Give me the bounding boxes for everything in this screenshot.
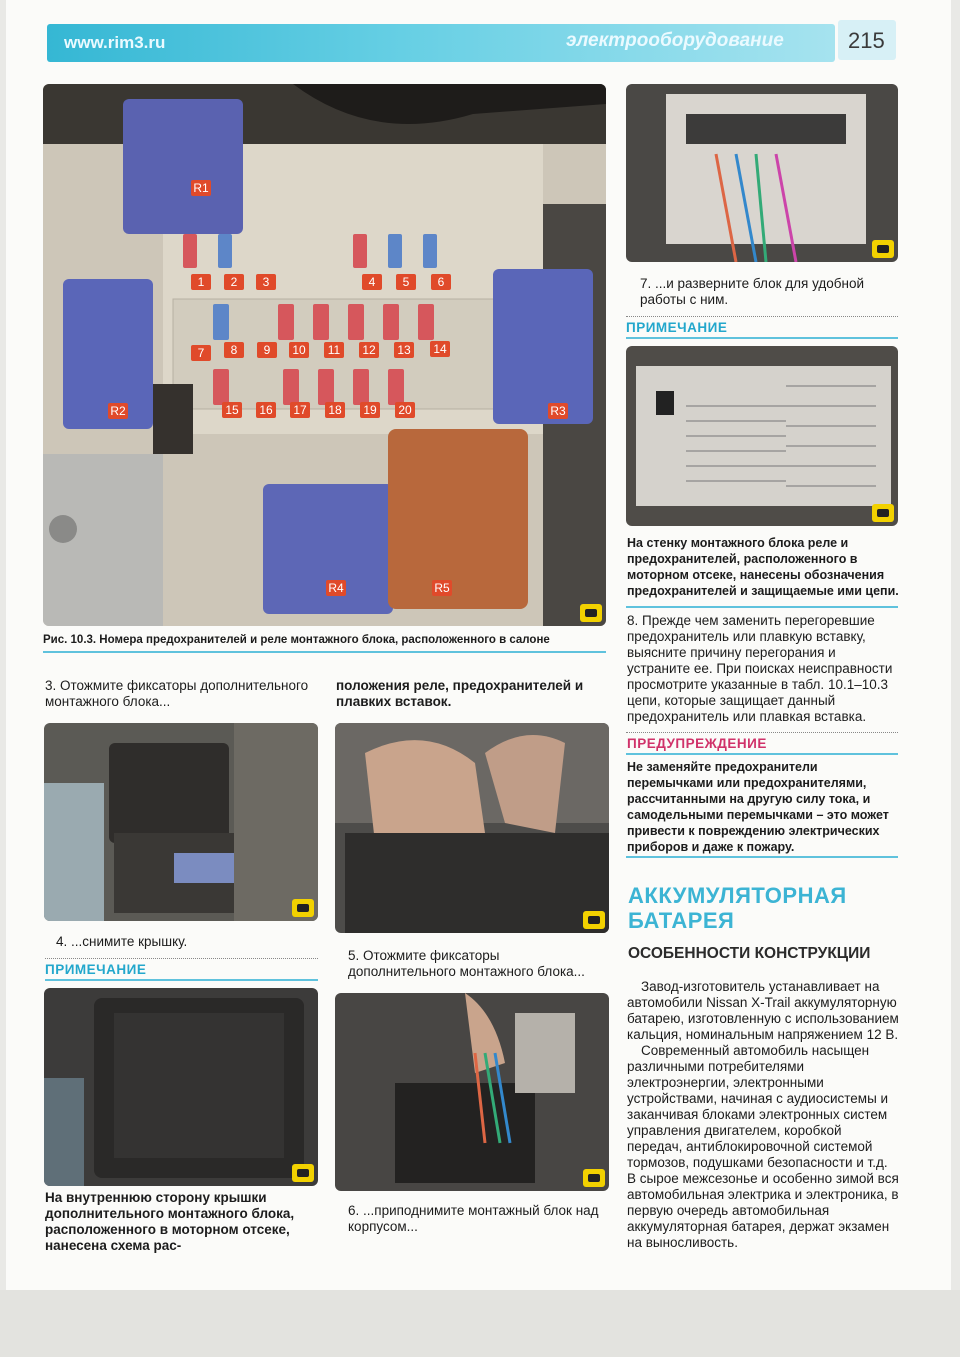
step-6-photo: [335, 993, 609, 1191]
relay-label: R3: [548, 403, 568, 419]
fuse-label: 15: [222, 402, 242, 418]
warning-text: Не заменяйте предохранители перемычками или предохранителями, рассчитанными на другую силу тока, и самодельными перемычками – это может привести к повреждению электрических приборов и даже к пожару.: [627, 760, 889, 854]
warning-label: ПРЕДУПРЕЖДЕНИЕ: [627, 736, 767, 751]
fuse-label: 4: [362, 274, 382, 290]
relay-label: R4: [326, 580, 346, 596]
dotted-rule: [45, 958, 318, 959]
fuse-label: 20: [395, 402, 415, 418]
note-label: ПРИМЕЧАНИЕ: [45, 962, 147, 977]
fuse-label: 11: [324, 342, 344, 358]
camera-icon: [872, 240, 894, 258]
step-4-text: 4. ...снимите крышку.: [56, 934, 188, 949]
note-rule: [45, 979, 318, 981]
step-4-photo: [44, 723, 318, 921]
fuse-label-photo: [626, 346, 898, 526]
fuse-label: 18: [325, 402, 345, 418]
relay-label: R1: [191, 180, 211, 196]
paragraph-2: Современный автомобиль насыщен различными потребителями электроэнергии, электронными устройствами, начиная с аудиосистемы и заканчивая блоками электронных систем управления двигателем, коробкой передач, антиблокировочной системой тормозов, подушками безопасности и т.д. В сырое межсезонье и особенно зимой вся автомобильная электрика и электроника, в первую очередь автомобильная аккумуляторная батарея, держат экзамен на выносливость.: [627, 1043, 899, 1250]
camera-icon: [580, 604, 602, 622]
divider: [43, 651, 606, 653]
cover-scheme-photo: [44, 988, 318, 1186]
fuse-label: 5: [396, 274, 416, 290]
note-continuation: положения реле, предохранителей и плавких вставок.: [336, 678, 584, 709]
step-7-photo: [626, 84, 898, 262]
fuse-label: 17: [290, 402, 310, 418]
note-text: На стенку монтажного блока реле и предохранителей, расположенного в моторном отсеке, нанесены обозначения предохранителей и защищаемые ими цепи.: [627, 536, 899, 598]
section-title-line-2: БАТАРЕЯ: [628, 908, 735, 933]
note-rule: [626, 337, 898, 339]
fuse-label: 7: [191, 345, 211, 361]
paragraph-1: Завод-изготовитель устанавливает на автомобили Nissan X-Trail аккумуляторную батарею, изготовленную с использованием кальция, номинальным напряжением 12 В.: [627, 979, 899, 1042]
subsection-title: ОСОБЕННОСТИ КОНСТРУКЦИИ: [628, 945, 871, 962]
scan-margin: [0, 1290, 960, 1357]
divider: [626, 856, 898, 858]
fuse-label: 13: [394, 342, 414, 358]
warning-rule: [626, 753, 898, 755]
dotted-rule: [626, 316, 898, 317]
fuse-label: 12: [359, 342, 379, 358]
camera-icon: [292, 1164, 314, 1182]
fuse-label: 8: [224, 342, 244, 358]
figure-caption: Рис. 10.3. Номера предохранителей и реле монтажного блока, расположенного в салоне: [43, 634, 550, 646]
note-text: На внутреннюю сторону крышки дополнительного монтажного блока, расположенного в моторном отсеке, нанесена схема рас-: [45, 1190, 295, 1253]
site-url[interactable]: www.rim3.ru: [64, 33, 166, 52]
fuse-label: 14: [430, 341, 450, 357]
relay-label: R2: [108, 403, 128, 419]
fuse-label: 19: [360, 402, 380, 418]
step-5-photo: [335, 723, 609, 933]
fuse-label: 2: [224, 274, 244, 290]
step-3-text: 3. Отожмите фиксаторы дополнительного монтажного блока...: [45, 678, 309, 709]
fuse-label: 9: [257, 342, 277, 358]
section-name: электрооборудование: [566, 30, 784, 51]
fuse-label: 1: [191, 274, 211, 290]
camera-icon: [583, 911, 605, 929]
page-number: 215: [848, 28, 885, 53]
fuse-label: 16: [256, 402, 276, 418]
step-8-text: 8. Прежде чем заменить перегоревшие предохранитель или плавкую вставку, выясните причину перегорания и устраните ее. При поисках неисправности просмотрите указанные в табл. 10.1–10.3 цепи, которые защищает данный предохранитель или плавкая вставка.: [627, 613, 893, 724]
section-title-line-1: АККУМУЛЯТОРНАЯ: [628, 883, 847, 908]
fuse-label: 3: [256, 274, 276, 290]
camera-icon: [292, 899, 314, 917]
relay-label: R5: [432, 580, 452, 596]
fuse-label: 10: [289, 342, 309, 358]
note-label: ПРИМЕЧАНИЕ: [626, 320, 728, 335]
camera-icon: [583, 1169, 605, 1187]
step-6-text: 6. ...приподнимите монтажный блок над корпусом...: [348, 1203, 599, 1234]
camera-icon: [872, 504, 894, 522]
fuse-label: 6: [431, 274, 451, 290]
divider: [626, 606, 898, 608]
step-5-text: 5. Отожмите фиксаторы дополнительного монтажного блока...: [348, 948, 585, 979]
section-title: [628, 883, 847, 933]
dotted-rule: [626, 732, 898, 733]
step-7-text: 7. ...и разверните блок для удобной работы с ним.: [640, 276, 864, 307]
